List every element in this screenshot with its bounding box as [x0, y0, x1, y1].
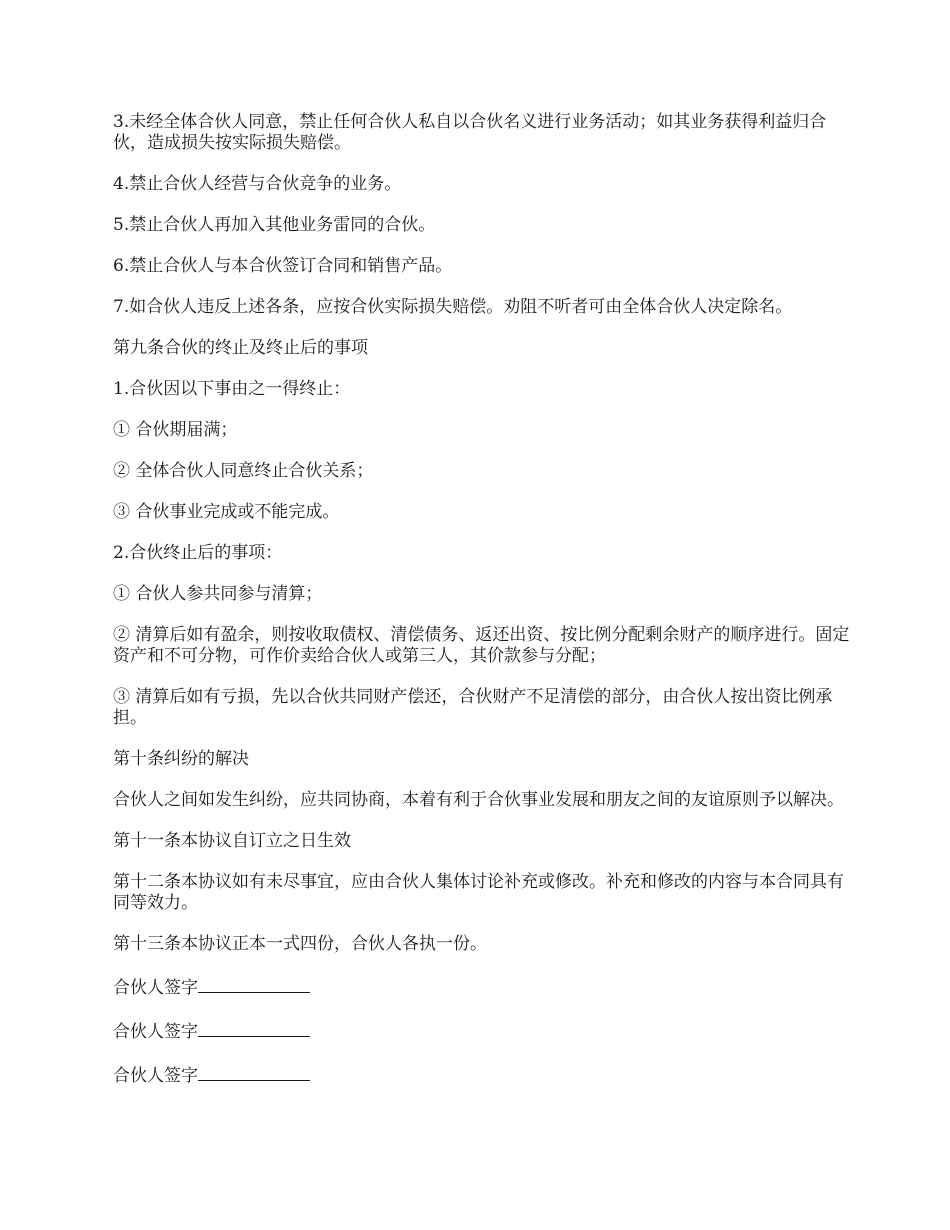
signature-line	[113, 1063, 858, 1087]
signature-label: 合伙人签字	[113, 978, 198, 998]
document-body	[113, 112, 858, 1107]
signature-blank[interactable]	[198, 1019, 310, 1037]
list-item: ② 清算后如有盈余，则按收取债权、清偿债务、返还出资、按比例分配剩余财产的顺序进行。固定资产和不可分物，可作价卖给合伙人或第三人，其价款参与分配；	[113, 625, 850, 666]
clause-paragraph: 3.未经全体合伙人同意，禁止任何合伙人私自以合伙名义进行业务活动；如其业务获得利益归合伙，造成损失按实际损失赔偿。	[113, 112, 827, 153]
signature-blank[interactable]	[198, 1063, 310, 1081]
signature-label: 合伙人签字	[113, 1066, 198, 1086]
clause-paragraph: 第十二条本协议如有未尽事宜，应由合伙人集体讨论补充或修改。补充和修改的内容与本合同具有同等效力。	[113, 872, 844, 913]
clause-paragraph: 7.如合伙人违反上述各条，应按合伙实际损失赔偿。劝阻不听者可由全体合伙人决定除名。	[113, 297, 793, 317]
clause-paragraph: 5.禁止合伙人再加入其他业务雷同的合伙。	[113, 215, 436, 235]
list-item: ① 合伙人参共同参与清算；	[113, 584, 323, 604]
clause-paragraph: 6.禁止合伙人与本合伙签订合同和销售产品。	[113, 256, 453, 276]
clause-paragraph: 2.合伙终止后的事项：	[113, 543, 283, 563]
signature-line	[113, 975, 858, 999]
list-item: ③ 合伙事业完成或不能完成。	[113, 502, 340, 522]
list-item: ② 全体合伙人同意终止合伙关系；	[113, 461, 374, 481]
list-item: ③ 清算后如有亏损，先以合伙共同财产偿还，合伙财产不足清偿的部分，由合伙人按出资比例承担。	[113, 687, 833, 728]
signature-blank[interactable]	[198, 975, 310, 993]
section-heading: 第十一条本协议自订立之日生效	[113, 831, 351, 851]
clause-paragraph: 合伙人之间如发生纠纷，应共同协商，本着有利于合伙事业发展和朋友之间的友谊原则予以解决。	[113, 790, 844, 810]
clause-paragraph: 4.禁止合伙人经营与合伙竞争的业务。	[113, 174, 402, 194]
section-heading: 第九条合伙的终止及终止后的事项	[113, 338, 368, 358]
clause-paragraph: 第十三条本协议正本一式四份，合伙人各执一份。	[113, 934, 487, 954]
section-heading: 第十条纠纷的解决	[113, 749, 249, 769]
clause-paragraph: 1.合伙因以下事由之一得终止：	[113, 379, 351, 399]
list-item: ① 合伙期届满；	[113, 420, 238, 440]
signature-label: 合伙人签字	[113, 1022, 198, 1042]
signature-line	[113, 1019, 858, 1043]
